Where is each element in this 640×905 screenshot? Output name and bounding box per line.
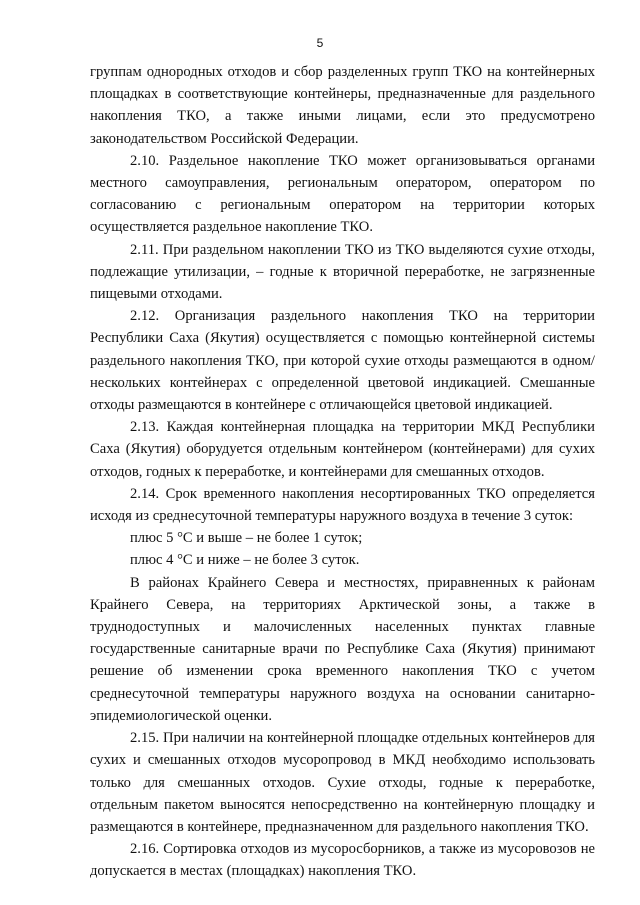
paragraph-continuation: группам однородных отходов и сбор разделенных групп ТКО на контейнерных площадках в соответствующие контейнеры, предназначенные для раздельного накопления ТКО, а также иными лицами, если это предусмотрено законодательством Российской Федерации. bbox=[90, 64, 595, 147]
paragraph-2-15: 2.15. При наличии на контейнерной площадке отдельных контейнеров для сухих и смешанных отходов мусоропровод в МКД необходимо использовать только для смешанных отходов. Сухие отходы, годные к переработке, отдельным пакетом выносятся непосредственно на контейнерную площадку и размещаются в контейнере, предназначенном для раздельного накопления ТКО. bbox=[90, 730, 595, 835]
paragraph-2-16: 2.16. Сортировка отходов из мусоросборников, а также из мусоровозов не допускается в местах (площадках) накопления ТКО. bbox=[90, 841, 595, 880]
paragraph-2-14: 2.14. Срок временного накопления несортированных ТКО определяется исходя из среднесуточной температуры наружного воздуха в течение 3 суток: bbox=[90, 485, 595, 525]
paragraph-2-11: 2.11. При раздельном накоплении ТКО из ТКО выделяются сухие отходы, подлежащие утилизации, – годные к вторичной переработке, не загрязненные пищевыми отходами. bbox=[90, 241, 595, 303]
page-number: 5 bbox=[316, 36, 324, 50]
list-item-temperature-warm: плюс 5 °С и выше – не более 1 суток; bbox=[130, 530, 363, 547]
paragraph-2-13: 2.13. Каждая контейнерная площадка на территории МКД Республики Саха (Якутия) оборудуется отдельным контейнером (контейнерами) для сухих отходов, годных к переработке, и контейнерами для смешанных отходов. bbox=[90, 419, 595, 480]
paragraph-2-10: 2.10. Раздельное накопление ТКО может организовываться органами местного самоуправления, региональным оператором, оператором по согласованию с региональным оператором на территории которых осуществляется раздельное накопление ТКО. bbox=[90, 152, 595, 236]
document-body bbox=[90, 61, 595, 883]
paragraph-2-12: 2.12. Организация раздельного накопления ТКО на территории Республики Саха (Якутия) осуществляется с помощью контейнерной системы раздельного накопления ТКО, при которой сухие отходы размещаются в одном/нескольких контейнерах с определенной цветовой индикацией. Смешанные отходы размещаются в контейнере с отличающейся цветовой индикацией. bbox=[90, 308, 595, 414]
list-item-temperature-cold: плюс 4 °С и ниже – не более 3 суток. bbox=[130, 552, 360, 569]
paragraph-far-north: В районах Крайнего Севера и местностях, приравненных к районам Крайнего Севера, на территориях Арктической зоны, а также в труднодоступных и малочисленных населенных пунктах главные государственные санитарные врачи по Республике Саха (Якутия) принимают решение об изменении срока временного накопления ТКО с учетом среднесуточной температуры наружного воздуха на основании санитарно-эпидемиологической оценки. bbox=[90, 574, 595, 724]
